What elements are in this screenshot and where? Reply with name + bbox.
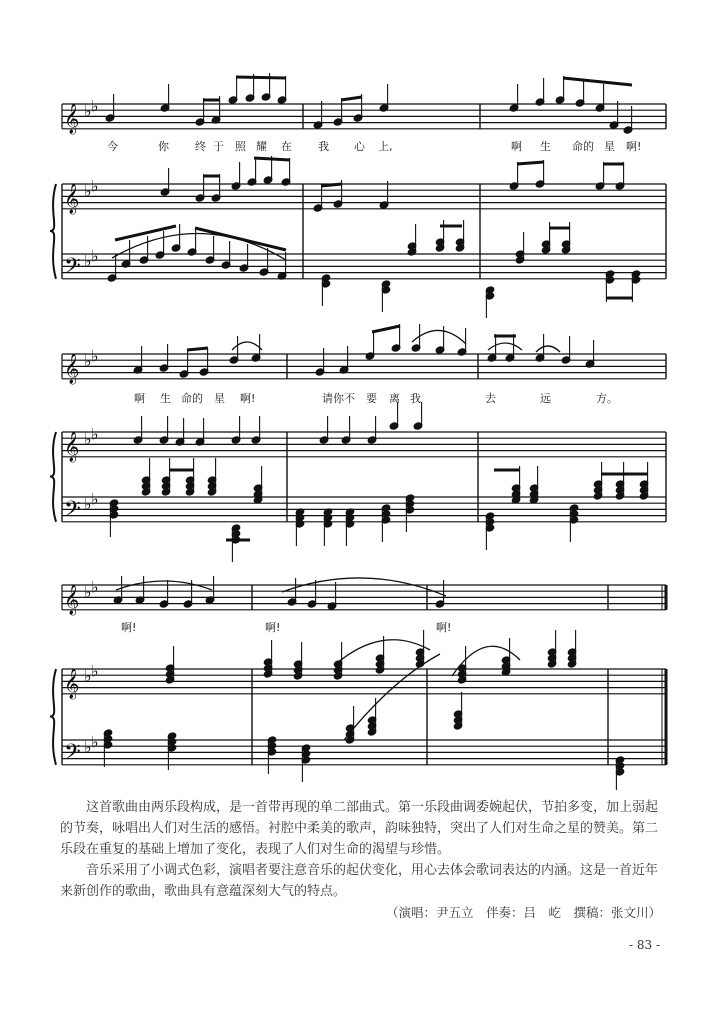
lyric-syllable: 啊! bbox=[240, 392, 256, 405]
beam bbox=[115, 226, 176, 240]
lyric-syllable: 命的 bbox=[572, 140, 594, 153]
flat-sign: ♭ bbox=[84, 181, 92, 201]
lyric-syllable: 终 bbox=[195, 140, 206, 153]
lyric-syllable: 生 bbox=[160, 392, 171, 405]
treble-clef: 𝄞 bbox=[64, 183, 80, 214]
treble-clef: 𝄞 bbox=[64, 584, 80, 615]
lyric-syllable: 要 bbox=[366, 392, 377, 405]
lyric-syllable: 于 bbox=[213, 140, 224, 153]
bass-clef: 𝄢 bbox=[64, 739, 81, 770]
lyric-syllable: 请你不 bbox=[322, 392, 355, 405]
flat-sign: ♭ bbox=[91, 661, 99, 681]
beam bbox=[517, 162, 544, 164]
lyric-syllable: 去 bbox=[485, 392, 496, 405]
lyric-syllable: 命的 bbox=[181, 392, 203, 405]
beam bbox=[195, 228, 286, 250]
lyric-syllable: 啊 bbox=[511, 140, 522, 153]
page-number: - 83 - bbox=[628, 938, 660, 952]
brace bbox=[50, 184, 56, 279]
treble-clef: 𝄞 bbox=[64, 431, 80, 462]
slur bbox=[282, 578, 446, 596]
beam bbox=[187, 348, 208, 350]
flat-sign: ♭ bbox=[84, 251, 92, 271]
lyric-syllable: 方。 bbox=[596, 392, 618, 405]
lyric-syllable: 生 bbox=[540, 140, 551, 153]
treble-clef: 𝄞 bbox=[64, 353, 80, 384]
lyric-syllable: 啊 bbox=[134, 392, 145, 405]
treble-clef: 𝄞 bbox=[64, 668, 80, 699]
lyric-syllable: 啊! bbox=[436, 621, 452, 634]
flat-sign: ♭ bbox=[84, 582, 92, 602]
lyric-syllable: 在 bbox=[281, 140, 292, 153]
flat-sign: ♭ bbox=[84, 737, 92, 757]
lyric-syllable: 今 bbox=[107, 140, 118, 153]
lyric-syllable: 心 bbox=[354, 140, 365, 153]
description-paragraph-2: 音乐采用了小调式色彩，演唱者要注意音乐的起伏变化，用心去体会歌词表达的内涵。这是一首近年来新创作的歌曲，歌曲具有意蕴深刻大气的特点。 bbox=[60, 863, 659, 899]
flat-sign: ♭ bbox=[91, 346, 99, 366]
slur bbox=[344, 654, 440, 740]
slur bbox=[232, 342, 262, 350]
flat-sign: ♭ bbox=[84, 351, 92, 371]
slur bbox=[536, 346, 560, 352]
score-notation bbox=[50, 73, 666, 790]
flat-sign: ♭ bbox=[91, 489, 99, 509]
lyric-syllable: 我 bbox=[410, 392, 421, 405]
credits: （演唱：尹五立 伴奏：吕 屹 撰稿：张文川） bbox=[385, 905, 661, 920]
bass-clef: 𝄢 bbox=[64, 253, 81, 284]
flat-sign: ♭ bbox=[91, 246, 99, 266]
flat-sign: ♭ bbox=[84, 101, 92, 121]
brace bbox=[50, 669, 56, 765]
lyric-syllable: 星 bbox=[604, 140, 615, 153]
brace bbox=[50, 432, 56, 522]
description-paragraph-1: 这首歌曲由两乐段构成，是一首带再现的单二部曲式。第一乐段曲调委婉起伏，节拍多变，加上弱起的节奏，咏唱出人们对生活的感悟。衬腔中柔美的歌声，韵味独特，突出了人们对生命之星的赞美。第二乐段在重复的基础上增加了变化，表现了人们对生命的渴望与珍惜。 bbox=[60, 800, 659, 857]
beam bbox=[372, 326, 400, 332]
slur bbox=[488, 343, 522, 350]
lyric-syllable: 远 bbox=[540, 392, 551, 405]
lyric-syllable: 照 bbox=[235, 140, 246, 153]
treble-clef: 𝄞 bbox=[64, 103, 80, 134]
slur bbox=[112, 233, 286, 260]
flat-sign: ♭ bbox=[91, 96, 99, 116]
beam bbox=[341, 97, 362, 100]
flat-sign: ♭ bbox=[91, 176, 99, 196]
beam bbox=[563, 78, 632, 85]
lyric-syllable: 你 bbox=[158, 140, 169, 153]
flat-sign: ♭ bbox=[84, 494, 92, 514]
bass-clef: 𝄢 bbox=[64, 496, 81, 527]
lyric-syllable: 啊! bbox=[265, 621, 281, 634]
flat-sign: ♭ bbox=[91, 732, 99, 752]
lyric-syllable: 我 bbox=[318, 140, 329, 153]
flat-sign: ♭ bbox=[91, 424, 99, 444]
lyric-syllable: 上, bbox=[378, 140, 393, 153]
lyric-syllable: 啊! bbox=[626, 140, 642, 153]
flat-sign: ♭ bbox=[84, 429, 92, 449]
flat-sign: ♭ bbox=[91, 577, 99, 597]
lyric-syllable: 离 bbox=[389, 392, 400, 405]
lyric-syllable: 耀 bbox=[256, 140, 267, 153]
lyric-syllable: 星 bbox=[214, 392, 225, 405]
lyric-syllable: 啊! bbox=[121, 621, 137, 634]
flat-sign: ♭ bbox=[84, 666, 92, 686]
beam bbox=[236, 77, 286, 78]
beam bbox=[321, 184, 342, 186]
beam bbox=[254, 158, 290, 160]
